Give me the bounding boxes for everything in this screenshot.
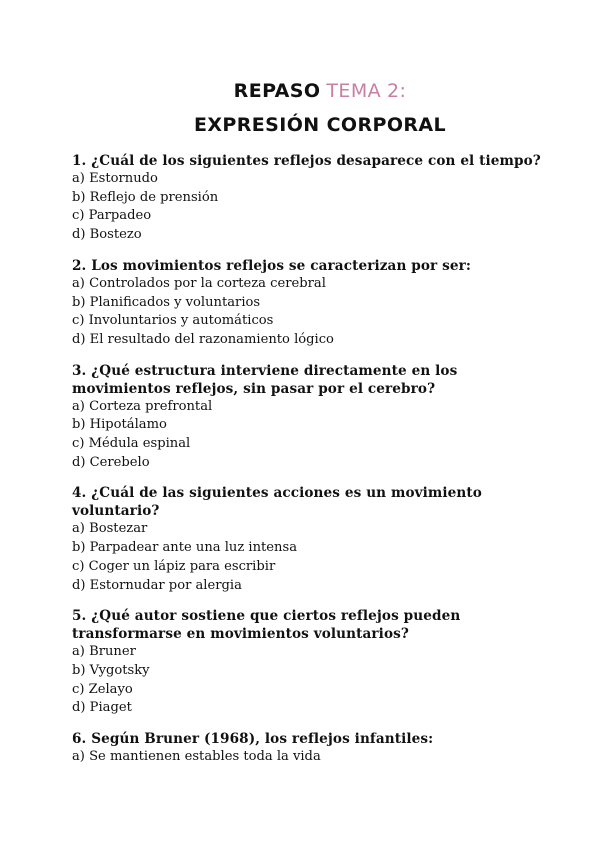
question-text: 1. ¿Cuál de los siguientes reflejos desaparece con el tiempo? [72,153,541,169]
question-2 [72,257,560,350]
answer-option: c) Parpadeo [72,208,152,224]
answer-option: c) Médula espinal [72,436,191,452]
title-word-tema: TEMA [326,80,382,102]
question-1 [72,152,560,245]
answer-option: b) Reflejo de prensión [72,189,219,205]
answer-option: c) Coger un lápiz para escribir [72,558,276,574]
question-text: 5. ¿Qué autor sostiene que ciertos reflejos pueden transformarse en movimientos voluntarios? [72,608,461,643]
question-text: 4. ¿Cuál de las siguientes acciones es un movimiento voluntario? [72,485,482,520]
answer-option: d) Estornudar por alergia [72,577,242,593]
answer-option: b) Parpadear ante una luz intensa [72,540,298,556]
answer-option: b) Hipotálamo [72,417,167,433]
title-word-number: 2: [387,80,407,102]
answer-option: b) Planificados y voluntarios [72,294,261,310]
answer-option: d) Bostezo [72,227,142,243]
answer-option: a) Bostezar [72,521,148,537]
answer-option: a) Bruner [72,644,136,660]
question-4 [72,484,560,595]
page-title [72,76,560,140]
answer-option: b) Vygotsky [72,662,150,678]
answer-option: c) Zelayo [72,681,133,697]
answer-option: d) Piaget [72,700,132,716]
title-line-2: EXPRESIÓN CORPORAL [193,114,447,136]
question-5 [72,607,560,718]
answer-option: c) Involuntarios y automáticos [72,313,274,329]
question-text: 2. Los movimientos reflejos se caracterizan por ser: [72,257,472,274]
title-line-1 [80,76,560,106]
question-text: 6. Según Bruner (1968), los reflejos infantiles: [72,731,434,748]
answer-option: a) Se mantienen estables toda la vida [72,749,321,765]
answer-option: a) Corteza prefrontal [72,398,213,414]
question-3 [72,362,560,473]
question-text: 3. ¿Qué estructura interviene directamente en los movimientos reflejos, sin pasar por el cerebro? [72,362,458,397]
answer-option: d) Cerebelo [72,454,150,470]
question-6 [72,730,560,767]
title-word-repaso: REPASO [233,80,321,102]
answer-option: d) El resultado del razonamiento lógico [72,331,334,347]
answer-option: a) Controlados por la corteza cerebral [72,275,326,291]
answer-option: a) Estornudo [72,171,158,186]
question-list [72,152,560,767]
